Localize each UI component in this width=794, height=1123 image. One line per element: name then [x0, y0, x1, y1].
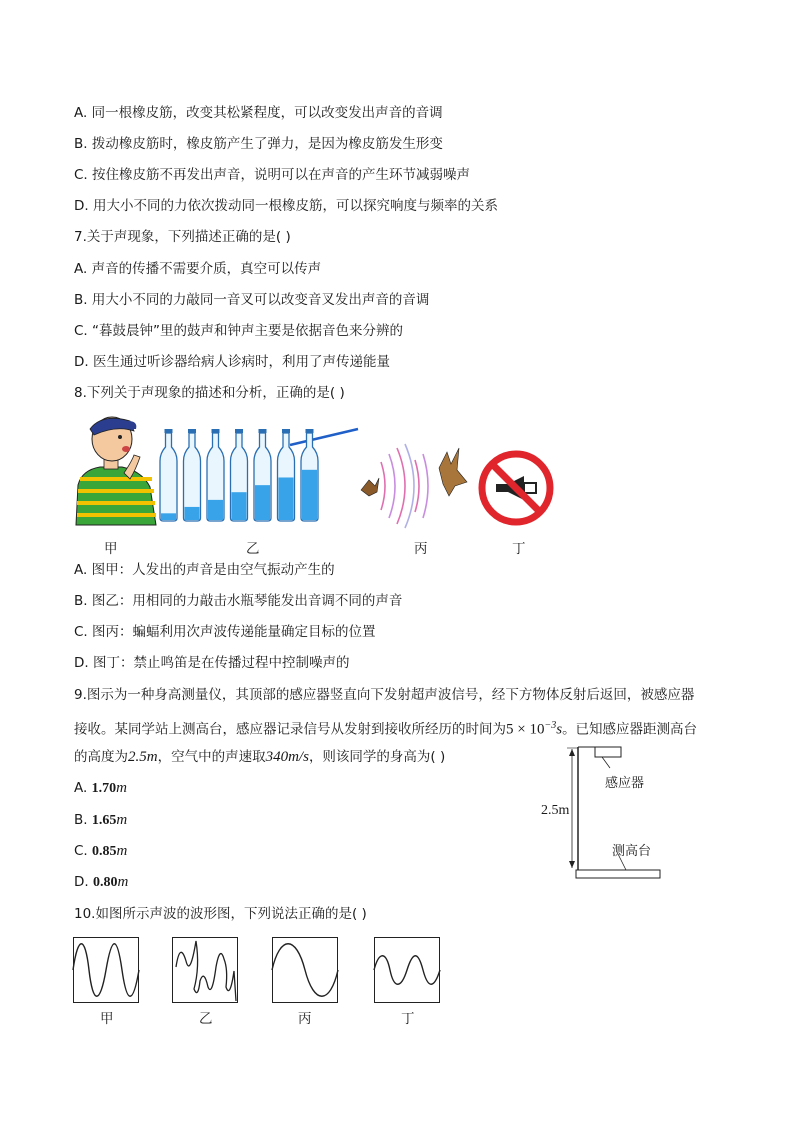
q8-stem: 8.下列关于声现象的描述和分析，正确的是( ): [74, 385, 345, 401]
water-level: [232, 492, 247, 520]
q9-option-c: C. 0.85m: [74, 843, 128, 859]
water-level: [161, 513, 176, 520]
water-bottle: [278, 429, 295, 521]
water-bottle: [184, 429, 201, 521]
q8-caption-ding: 丁: [512, 541, 526, 557]
q9-platform-label: 测高台: [612, 844, 652, 859]
q8-figure-jia-person: [72, 415, 162, 525]
q7-option-a: A. 声音的传播不需要介质，真空可以传声: [74, 261, 322, 277]
q7-option-c: C. “暮鼓晨钟”里的鼓声和钟声主要是依据音色来分辨的: [74, 323, 403, 339]
water-level: [255, 485, 270, 520]
q8-option-d: D. 图丁：禁止鸣笛是在传播过程中控制噪声的: [74, 655, 350, 671]
water-bottle: [160, 429, 177, 521]
water-bottle: [207, 429, 224, 521]
water-bottle: [231, 429, 248, 521]
q9-option-a: A. 1.70m: [74, 780, 127, 796]
q9-option-b: B. 1.65m: [74, 812, 128, 828]
q9-stem-line2: 接收。某同学站上测高台，感应器记录信号从发射到接收所经历的时间为$5 \times 10^{-3}s$。已知感应器距测高台: [74, 720, 698, 738]
q8-caption-yi: 乙: [246, 541, 260, 557]
water-level: [302, 470, 317, 520]
q9-sensor-label: 感应器: [605, 776, 645, 791]
q10-stem: 10.如图所示声波的波形图，下列说法正确的是( ): [74, 906, 367, 922]
water-level: [208, 500, 223, 520]
q10-caption-ding: 丁: [401, 1011, 415, 1027]
q10-waveform-ding: [374, 937, 440, 1003]
q6-option-c: C. 按住橡皮筋不再发出声音，说明可以在声音的产生环节减弱噪声: [74, 167, 471, 183]
striker-stick: [290, 429, 358, 445]
q7-option-b: B. 用大小不同的力敲同一音叉可以改变音叉发出声音的音调: [74, 292, 430, 308]
q10-waveform-yi: [172, 937, 238, 1003]
q6-option-d: D. 用大小不同的力依次拨动同一根橡皮筋，可以探究响度与频率的关系: [74, 198, 498, 214]
q10-caption-bing: 丙: [298, 1011, 312, 1027]
q8-figure-bing-bat: [355, 440, 475, 530]
q10-waveform-jia: [73, 937, 139, 1003]
q9-height-label: 2.5m: [541, 803, 570, 818]
q10-caption-jia: 甲: [100, 1011, 114, 1027]
q8-figure-yi-bottles: [158, 425, 363, 525]
q10-caption-yi: 乙: [199, 1011, 213, 1027]
q9-stem-line1: 9.图示为一种身高测量仪，其顶部的感应器竖直向下发射超声波信号，经下方物体反射后返回，被感应器: [74, 687, 695, 703]
platform-base: [576, 870, 660, 878]
q9-option-d: D. 0.80m: [74, 874, 129, 890]
water-level: [279, 477, 294, 520]
water-bottle: [254, 429, 271, 521]
q8-option-c: C. 图丙：蝙蝠利用次声波传递能量确定目标的位置: [74, 624, 376, 640]
q8-caption-jia: 甲: [104, 541, 118, 557]
water-level: [185, 507, 200, 520]
sensor-leader: [602, 757, 610, 768]
q9-stem-line3: 的高度为2.5m，空气中的声速取340m/s，则该同学的身高为( ): [74, 749, 446, 765]
q8-option-b: B. 图乙：用相同的力敲击水瓶琴能发出音调不同的声音: [74, 593, 403, 609]
q8-figure-ding-no-horn-sign: [478, 450, 554, 526]
q8-caption-bing: 丙: [414, 541, 428, 557]
sensor-box: [595, 747, 621, 757]
q10-waveform-bing: [272, 937, 338, 1003]
q7-option-d: D. 医生通过听诊器给病人诊病时，利用了声传递能量: [74, 354, 390, 370]
q6-option-b: B. 拨动橡皮筋时，橡皮筋产生了弹力，是因为橡皮筋发生形变: [74, 136, 443, 152]
q7-stem: 7.关于声现象，下列描述正确的是( ): [74, 229, 291, 245]
q8-option-a: A. 图甲：人发出的声音是由空气振动产生的: [74, 562, 335, 578]
q6-option-a: A. 同一根橡皮筋，改变其松紧程度，可以改变发出声音的音调: [74, 105, 443, 121]
